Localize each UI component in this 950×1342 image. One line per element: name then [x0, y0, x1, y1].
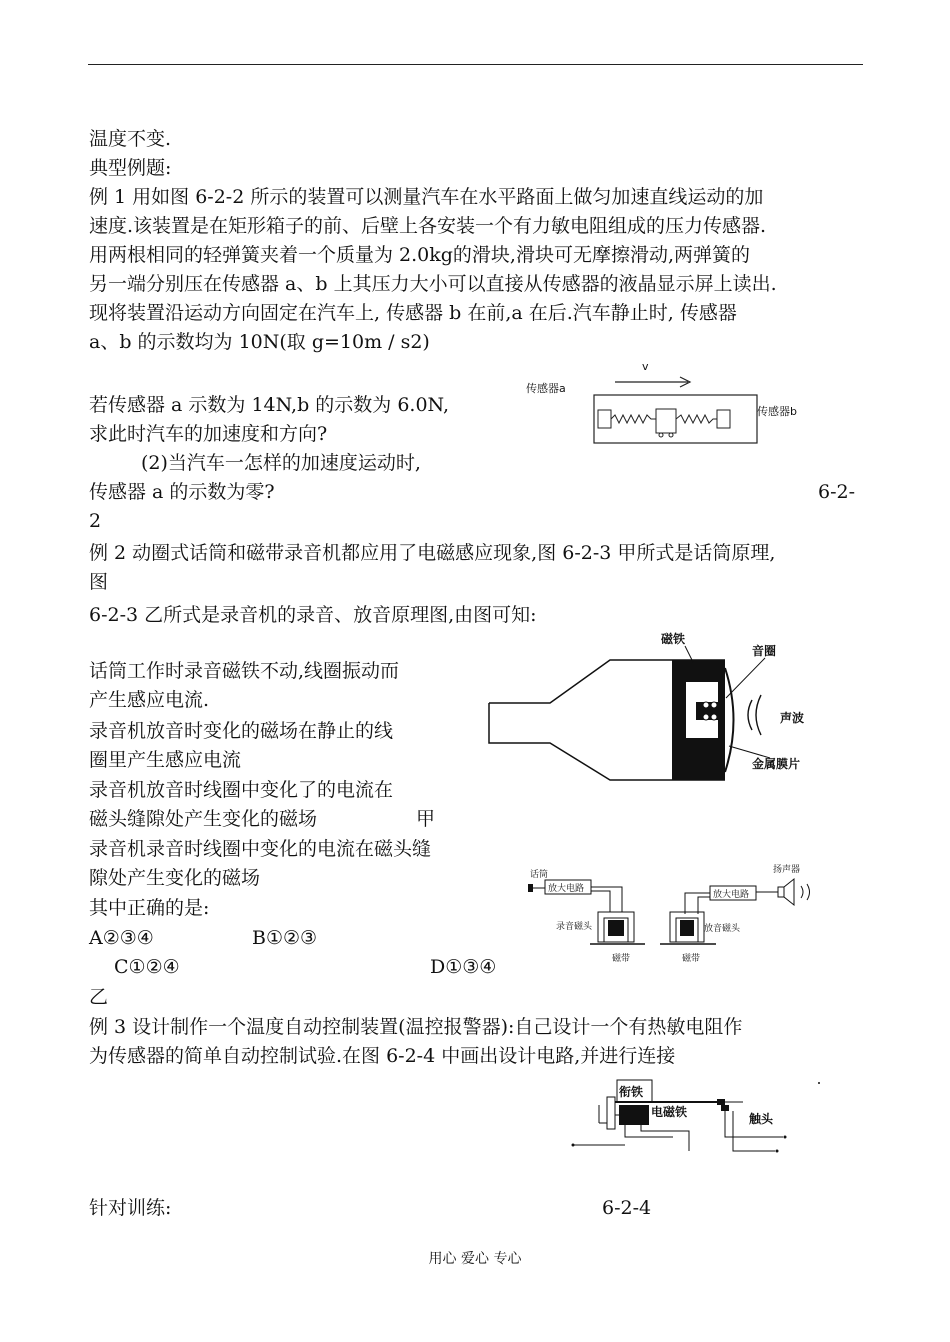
sensor-a-label: 传感器a — [526, 382, 566, 395]
text-line: 例 3 设计制作一个温度自动控制装置(温控报警器):自己设计一个有热敏电阻作 — [89, 1016, 743, 1038]
option-2: 录音机放音时变化的磁场在静止的线 — [89, 720, 394, 742]
speaker-label: 扬声器 — [773, 865, 801, 875]
microphone-label: 话筒 — [530, 870, 549, 880]
relay-diagram — [565, 1075, 830, 1155]
text-line: 例 1 用如图 6-2-2 所示的装置可以测量汽车在水平路面上做匀加速直线运动的加 — [89, 186, 764, 208]
figure-caption-yi: 乙 — [89, 986, 109, 1008]
microphone-diagram — [480, 628, 820, 803]
choice-d: D①③④ — [430, 956, 497, 978]
page-footer: 用心 爱心 专心 — [428, 1251, 522, 1267]
velocity-label: v — [642, 360, 649, 373]
text-line: 现将装置沿运动方向固定在汽车上, 传感器 b 在前,a 在后.汽车静止时, 传感器 — [89, 302, 737, 324]
text-line: 6-2-3 乙所式是录音机的录音、放音原理图,由图可知: — [89, 604, 537, 626]
choice-a: A②③④ — [89, 927, 154, 949]
amplifier-label: 放大电路 — [548, 884, 585, 894]
armature-label: 衔铁 — [619, 1085, 644, 1099]
text-line: 产生感应电流. — [89, 689, 210, 711]
sensor-b-label: 传感器b — [757, 405, 797, 418]
option-4: 录音机录音时线圈中变化的电流在磁头缝 — [89, 838, 432, 860]
text-line: 磁头缝隙处产生变化的磁场 — [89, 808, 318, 830]
playback-head-label: 放音磁头 — [704, 924, 741, 934]
text-line: 若传感器 a 示数为 14N,b 的示数为 6.0N, — [89, 394, 449, 416]
section-heading: 针对训练: — [89, 1197, 172, 1219]
text-line: 图 — [89, 571, 109, 593]
choice-b: B①②③ — [252, 927, 318, 949]
option-3: 录音机放音时线圈中变化了的电流在 — [89, 779, 394, 801]
coil-label: 音圈 — [752, 644, 777, 658]
figure-6-2-2 — [520, 360, 797, 460]
text-line: 求此时汽车的加速度和方向? — [89, 423, 328, 445]
text-line: 其中正确的是: — [89, 897, 210, 919]
contact-label: 触头 — [749, 1112, 774, 1126]
figure-6-2-3-yi — [520, 860, 830, 970]
sound-wave-label: 声波 — [780, 711, 805, 725]
text-line: 为传感器的简单自动控制试验.在图 6-2-4 中画出设计电路,并进行连接 — [89, 1045, 676, 1067]
tape-label: 磁带 — [682, 954, 701, 964]
text-line: 例 2 动圈式话筒和磁带录音机都应用了电磁感应现象,图 6-2-3 甲所式是话筒原理, — [89, 542, 776, 564]
record-head-label: 录音磁头 — [556, 922, 593, 932]
recorder-diagram — [520, 860, 830, 970]
text-line: a、b 的示数均为 10N(取 g=10m / s2) — [89, 331, 430, 353]
figure-number: 6-2- — [818, 481, 856, 503]
figure-6-2-4 — [565, 1075, 830, 1155]
text-line: 温度不变. — [89, 128, 172, 150]
header-rule — [88, 64, 863, 65]
figure-number: 2 — [89, 510, 102, 532]
diaphragm-label: 金属膜片 — [752, 757, 801, 771]
text-line: 传感器 a 的示数为零? — [89, 481, 275, 503]
text-line: 用两根相同的轻弹簧夹着一个质量为 2.0kg的滑块,滑块可无摩擦滑动,两弹簧的 — [89, 244, 751, 266]
figure-number: 6-2-4 — [602, 1197, 652, 1219]
section-heading: 典型例题: — [89, 157, 172, 179]
amplifier-label: 放大电路 — [713, 890, 750, 900]
electromagnet-label: 电磁铁 — [651, 1105, 688, 1119]
tape-label: 磁带 — [612, 954, 631, 964]
text-line: 隙处产生变化的磁场 — [89, 867, 261, 889]
figure-6-2-3-jia — [480, 628, 820, 803]
figure-caption-jia: 甲 — [416, 808, 436, 830]
text-line: (2)当汽车一怎样的加速度运动时, — [141, 452, 421, 474]
choice-c: C①②④ — [114, 956, 180, 978]
option-1: 话筒工作时录音磁铁不动,线圈振动而 — [89, 660, 400, 682]
magnet-label: 磁铁 — [661, 632, 686, 646]
text-line: 圈里产生感应电流 — [89, 749, 242, 771]
text-line: 速度.该装置是在矩形箱子的前、后壁上各安装一个有力敏电阻组成的压力传感器. — [89, 215, 767, 237]
accelerometer-diagram — [520, 360, 770, 460]
text-line: 另一端分别压在传感器 a、b 上其压力大小可以直接从传感器的液晶显示屏上读出. — [89, 273, 777, 295]
